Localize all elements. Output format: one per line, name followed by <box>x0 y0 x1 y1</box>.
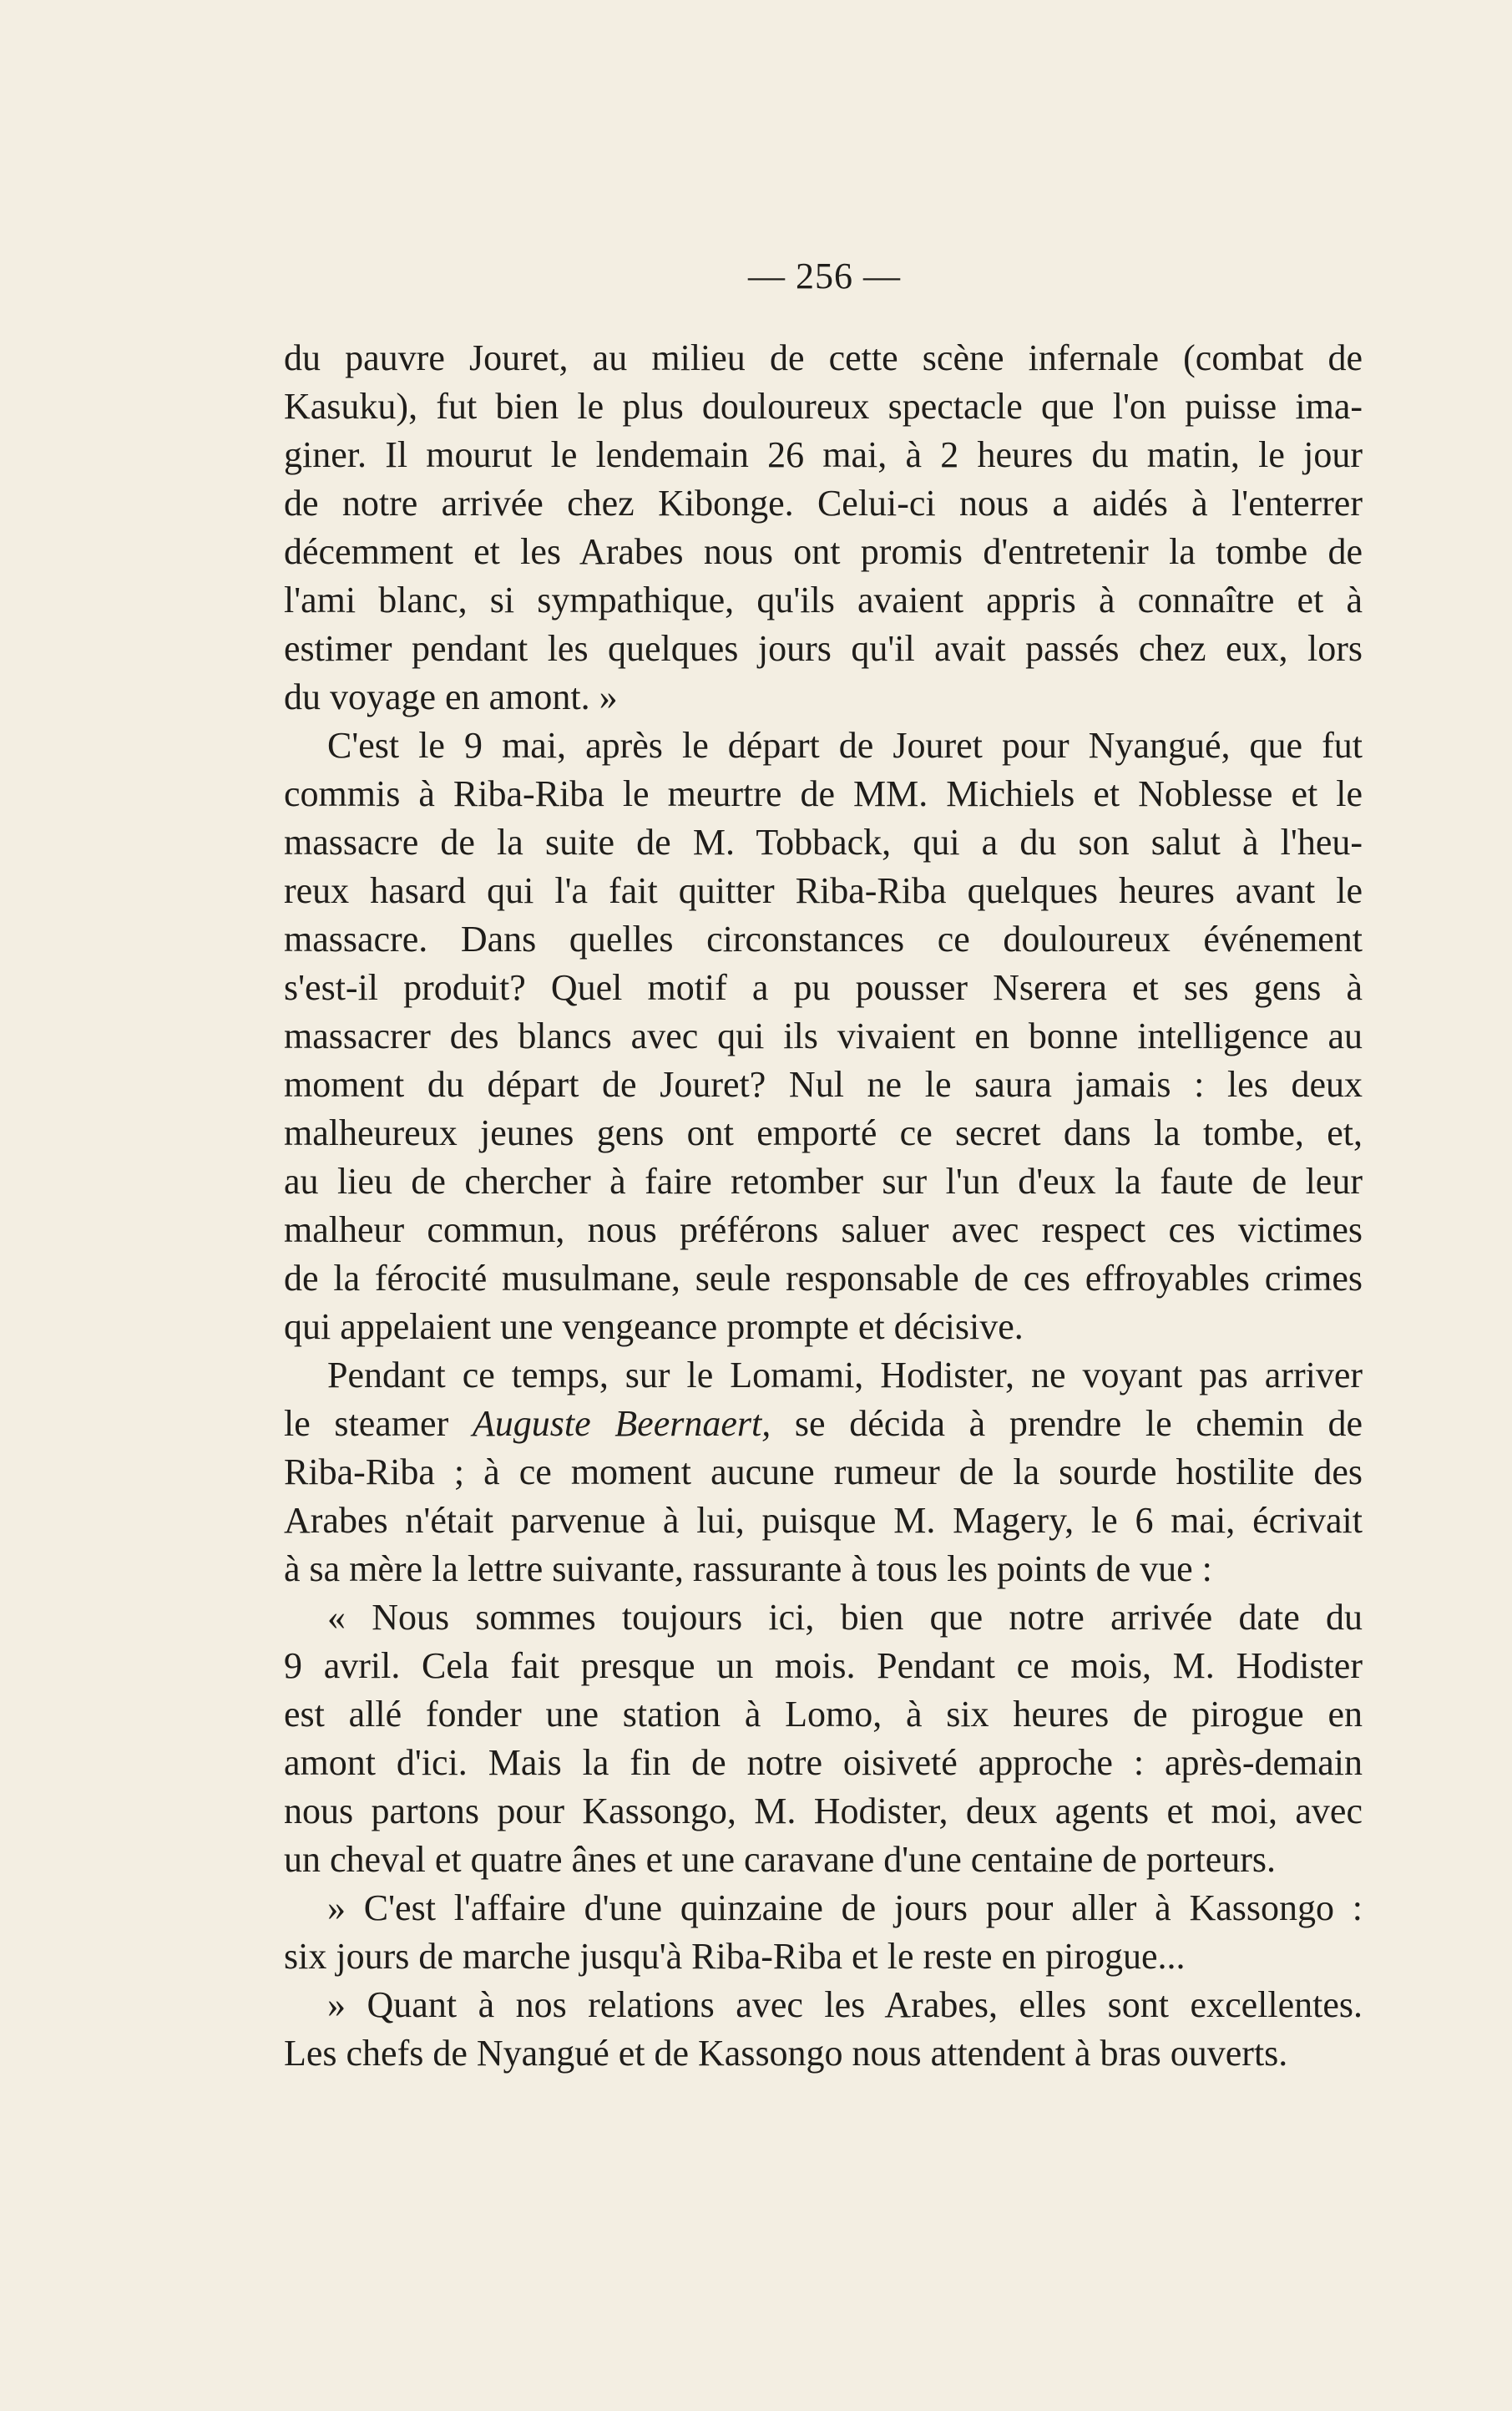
text-line: de la férocité musulmane, seule responsable de ces effroyables crimes <box>284 1258 1363 1299</box>
text-line: Riba-Riba ; à ce moment aucune rumeur de la sourde hostilite des <box>284 1451 1363 1492</box>
text-line: le steamer Auguste Beernaert, se décida à prendre le chemin de <box>284 1403 1363 1444</box>
text-line: six jours de marche jusqu'à Riba-Riba et le reste en pirogue... <box>284 1936 1186 1977</box>
italic-title: Auguste Beernaert, <box>472 1403 771 1444</box>
text-line: Kasuku), fut bien le plus douloureux spectacle que l'on puisse ima- <box>284 386 1363 427</box>
text-line: qui appelaient une vengeance prompte et décisive. <box>284 1306 1024 1347</box>
text-line: « Nous sommes toujours ici, bien que notre arrivée date du <box>327 1597 1363 1638</box>
text-line: » Quant à nos relations avec les Arabes, elles sont excellentes. <box>327 1984 1363 2025</box>
text-line: du voyage en amont. » <box>284 676 618 717</box>
text-line: giner. Il mourut le lendemain 26 mai, à 2 heures du matin, le jour <box>284 434 1363 475</box>
text-line: reux hasard qui l'a fait quitter Riba-Riba quelques heures avant le <box>284 870 1363 911</box>
text-line: amont d'ici. Mais la fin de notre oisiveté approche : après-demain <box>284 1742 1363 1783</box>
text-line: massacre de la suite de M. Tobback, qui a du son salut à l'heu- <box>284 822 1363 863</box>
text-line: est allé fonder une station à Lomo, à six heures de pirogue en <box>284 1694 1363 1735</box>
text-line: l'ami blanc, si sympathique, qu'ils avaient appris à connaître et à <box>284 580 1363 620</box>
text-line: au lieu de chercher à faire retomber sur l'un d'eux la faute de leur <box>284 1161 1363 1202</box>
text-line: commis à Riba-Riba le meurtre de MM. Michiels et Noblesse et le <box>284 773 1363 814</box>
body-text <box>284 334 1363 2078</box>
text-line: Pendant ce temps, sur le Lomami, Hodister, ne voyant pas arriver <box>327 1355 1363 1395</box>
text-line: de notre arrivée chez Kibonge. Celui-ci nous a aidés à l'enterrer <box>284 483 1363 524</box>
text-line: à sa mère la lettre suivante, rassurante à tous les points de vue : <box>284 1548 1212 1589</box>
text-line: Les chefs de Nyangué et de Kassongo nous attendent à bras ouverts. <box>284 2033 1288 2074</box>
text-line: nous partons pour Kassongo, M. Hodister, deux agents et moi, avec <box>284 1791 1363 1831</box>
text-line: » C'est l'affaire d'une quinzaine de jours pour aller à Kassongo : <box>327 1887 1363 1928</box>
text-line: malheureux jeunes gens ont emporté ce secret dans la tombe, et, <box>284 1112 1363 1153</box>
text-line: s'est-il produit? Quel motif a pu pousser Nserera et ses gens à <box>284 967 1363 1008</box>
text-line: 9 avril. Cela fait presque un mois. Pendant ce mois, M. Hodister <box>284 1645 1363 1686</box>
text-line: malheur commun, nous préférons saluer avec respect ces victimes <box>284 1209 1363 1250</box>
text-line: Arabes n'était parvenue à lui, puisque M. Magery, le 6 mai, écrivait <box>284 1500 1363 1541</box>
page-number: — 256 — <box>748 256 901 296</box>
text-line: du pauvre Jouret, au milieu de cette scène infernale (combat de <box>284 337 1363 378</box>
text-line: décemment et les Arabes nous ont promis d'entretenir la tombe de <box>284 531 1363 572</box>
text-line: estimer pendant les quelques jours qu'il avait passés chez eux, lors <box>284 628 1363 669</box>
text-line: massacrer des blancs avec qui ils vivaient en bonne intelligence au <box>284 1016 1363 1056</box>
text-line: moment du départ de Jouret? Nul ne le saura jamais : les deux <box>284 1064 1363 1105</box>
text-line: C'est le 9 mai, après le départ de Jouret pour Nyangué, que fut <box>327 725 1363 766</box>
text-line: un cheval et quatre ânes et une caravane d'une centaine de porteurs. <box>284 1839 1276 1880</box>
text-line: massacre. Dans quelles circonstances ce douloureux événement <box>284 919 1363 960</box>
